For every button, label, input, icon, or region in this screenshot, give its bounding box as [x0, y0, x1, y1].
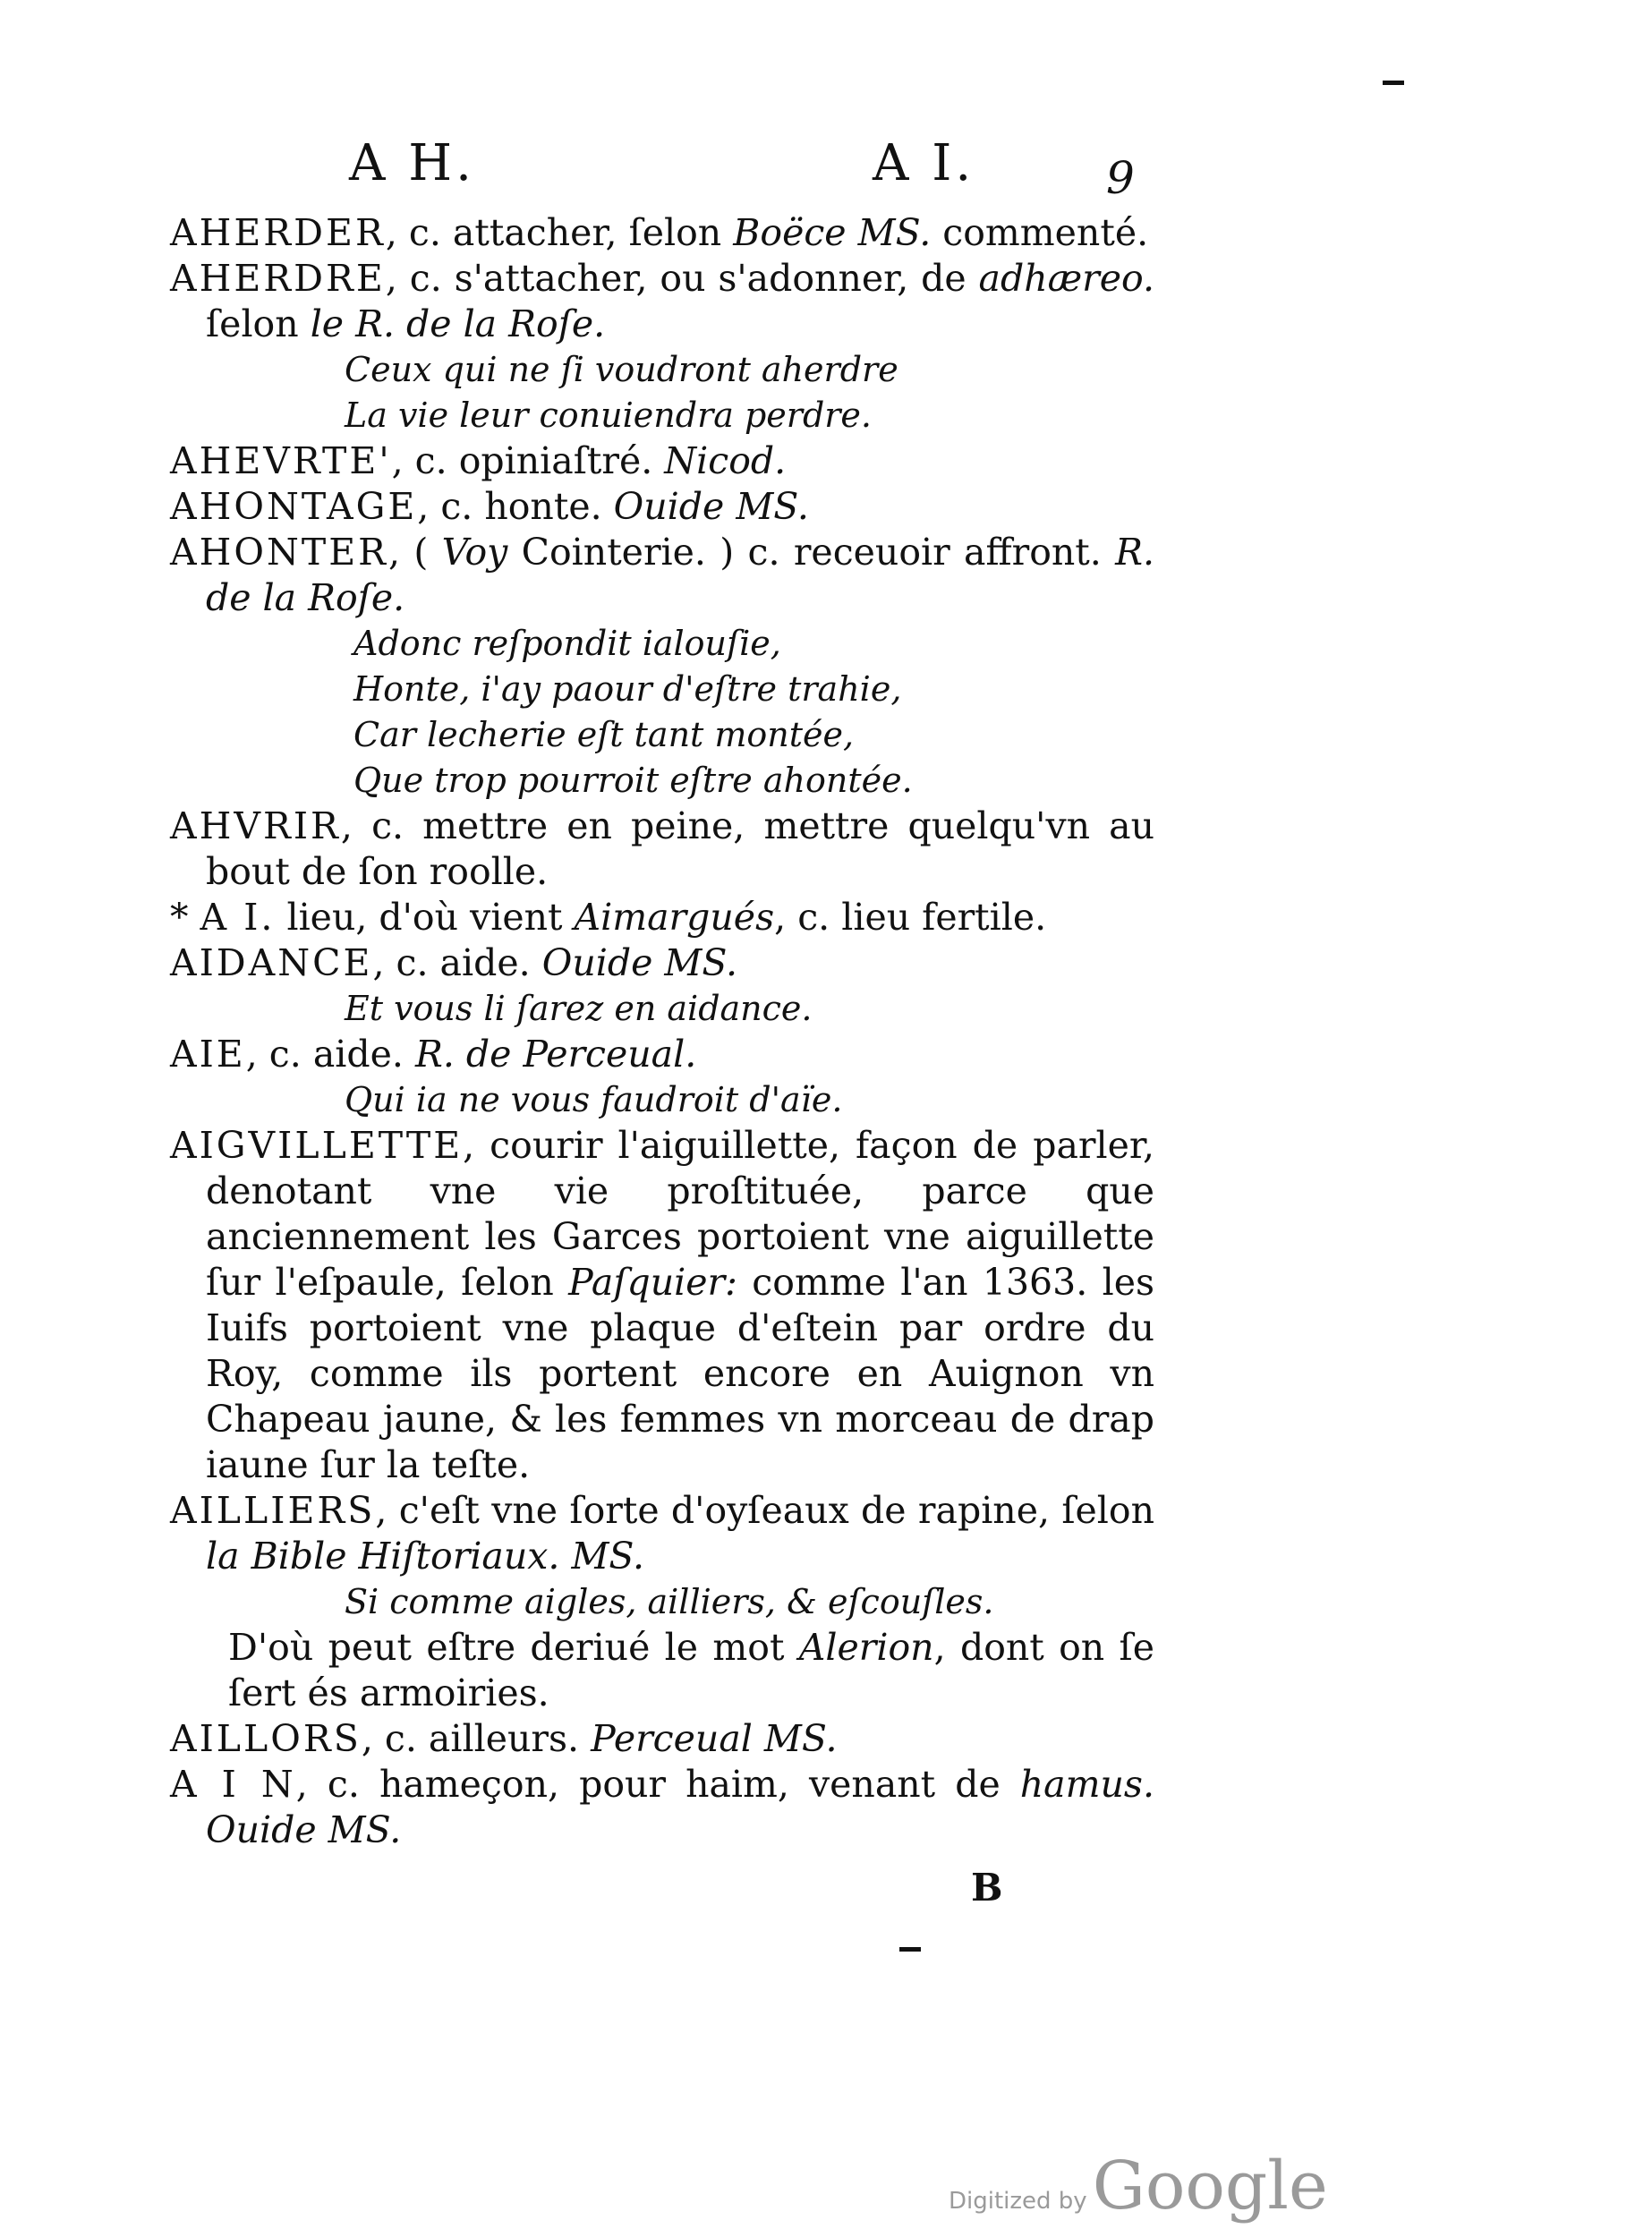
- reference: Ouide MS.: [613, 485, 809, 528]
- definition: , c'eſt vne ſorte d'oyſeaux de rapine, ſelon: [375, 1489, 1154, 1532]
- reference: R. de Perceual.: [414, 1033, 697, 1076]
- headword: AHEVRTE': [170, 439, 392, 482]
- verse-line: Honte, i'ay paour d'eſtre trahie,: [353, 669, 902, 709]
- reference: Aimargués: [574, 896, 775, 939]
- definition: , (: [388, 531, 442, 574]
- entry-aillors: [170, 1716, 1154, 1762]
- definition: , c. hameçon, pour haim, venant de: [295, 1763, 1020, 1806]
- definition: commenté.: [931, 211, 1149, 254]
- reference: Voy: [441, 531, 508, 574]
- headword: AHERDER: [170, 211, 386, 254]
- definition: D'où peut eſtre deriué le mot: [228, 1626, 799, 1669]
- entry-ahonter: [170, 530, 1154, 621]
- reference: hamus.: [1019, 1763, 1154, 1806]
- entry-aidance: [170, 940, 1154, 986]
- verse-line: Qui ia ne vous faudroit d'aïe.: [345, 1080, 843, 1119]
- headword: A I.: [200, 896, 276, 939]
- headword: AIGVILLETTE: [170, 1124, 464, 1167]
- running-header-right: A I.: [873, 134, 975, 192]
- entry-aherdre: [170, 256, 1154, 347]
- definition: Cointerie. ) c. receuoir affront.: [507, 531, 1116, 574]
- entry-ahvrir: [170, 804, 1154, 895]
- headword: AHONTER: [170, 531, 388, 574]
- definition: , c. aide.: [245, 1033, 415, 1076]
- definition: , c. s'attacher, ou s'adonner, de: [385, 257, 979, 300]
- headword: AHERDRE: [170, 257, 386, 300]
- definition: , dont on ſe ſert és armoiries.: [228, 1626, 1154, 1714]
- reference: la Bible Hiſtoriaux. MS.: [206, 1535, 645, 1578]
- note-ailliers: [170, 1625, 1154, 1716]
- definition: , courir l'aiguillette, façon de parler, denotant vne vie proſtituée, parce que anciennement les Garces portoient vne aiguillette ſur l'eſpaule, ſelon: [206, 1124, 1154, 1304]
- definition: , c. attacher, ſelon: [385, 211, 734, 254]
- definition: , c. ailleurs.: [361, 1717, 592, 1760]
- digitized-watermark: [949, 2148, 1328, 2224]
- definition: , c. honte.: [417, 485, 614, 528]
- reference: Ouide MS.: [541, 941, 738, 984]
- verse-line: Adonc reſpondit ialouſie,: [353, 624, 781, 663]
- definition: , c. lieu fertile.: [774, 896, 1047, 939]
- signature-mark: B: [971, 1866, 1003, 1910]
- page-number: 9: [1106, 152, 1138, 204]
- verse-line: Ceux qui ne ſi voudront aherdre: [345, 350, 898, 389]
- reference: adhæreo.: [978, 257, 1154, 300]
- entry-aie: [170, 1032, 1154, 1077]
- definition: , c. mettre en peine, mettre quelqu'vn au bout de ſon roolle.: [206, 804, 1154, 893]
- printer-mark: [1383, 81, 1404, 85]
- definition: , c. aide.: [372, 941, 542, 984]
- entry-ai: [170, 895, 1154, 940]
- headword: A I N: [170, 1763, 296, 1806]
- entry-aiguillette: [170, 1123, 1154, 1488]
- reference: Perceual MS.: [591, 1717, 838, 1760]
- reference: Nicod.: [664, 439, 787, 482]
- definition: comme l'an 1363. les Iuifs portoient vne plaque d'eſtein par ordre du Roy, comme ils portent encore en Auignon vn Chapeau jaune, & les femmes vn morceau de drap iaune ſur la teſte.: [206, 1261, 1154, 1486]
- verse-line: Et vous li ſarez en aidance.: [345, 989, 813, 1028]
- entry-aheurte: [170, 438, 1154, 484]
- reference: R. de la Roſe.: [206, 531, 1154, 619]
- headword: AIE: [170, 1033, 246, 1076]
- entry-ailliers: [170, 1488, 1154, 1579]
- reference: Boëce MS.: [733, 211, 932, 254]
- reference: Alerion: [798, 1626, 934, 1669]
- verse-line: La vie leur conuiendra perdre.: [345, 396, 872, 435]
- reference: Paſquier:: [568, 1261, 737, 1304]
- reference: le R. de la Roſe.: [310, 302, 606, 345]
- verse-line: Que trop pourroit eſtre ahontée.: [353, 761, 913, 800]
- running-header-left: A H.: [349, 134, 475, 192]
- printer-mark: [899, 1947, 921, 1952]
- definition: , c. opiniaſtré.: [391, 439, 665, 482]
- headword: AIDANCE: [170, 941, 373, 984]
- watermark-brand: Google: [1092, 2148, 1328, 2224]
- verse-line: Car lecherie eſt tant montée,: [353, 715, 855, 754]
- headword: AHONTAGE: [170, 485, 418, 528]
- headword: AHVRIR: [170, 804, 341, 847]
- entry-ain: [170, 1762, 1154, 1853]
- asterisk-mark: *: [170, 896, 189, 939]
- entry-ahontage: [170, 484, 1154, 530]
- dictionary-text: [170, 210, 1154, 1853]
- definition: lieu, d'où vient: [275, 896, 575, 939]
- headword: AILLORS: [170, 1717, 362, 1760]
- reference: Ouide MS.: [206, 1808, 402, 1851]
- entry-aherder: [170, 210, 1154, 256]
- headword: AILLIERS: [170, 1489, 376, 1532]
- definition: ſelon: [206, 302, 311, 345]
- verse-line: Si comme aigles, ailliers, & eſcouſles.: [345, 1582, 994, 1621]
- watermark-prefix: Digitized by: [949, 2188, 1087, 2215]
